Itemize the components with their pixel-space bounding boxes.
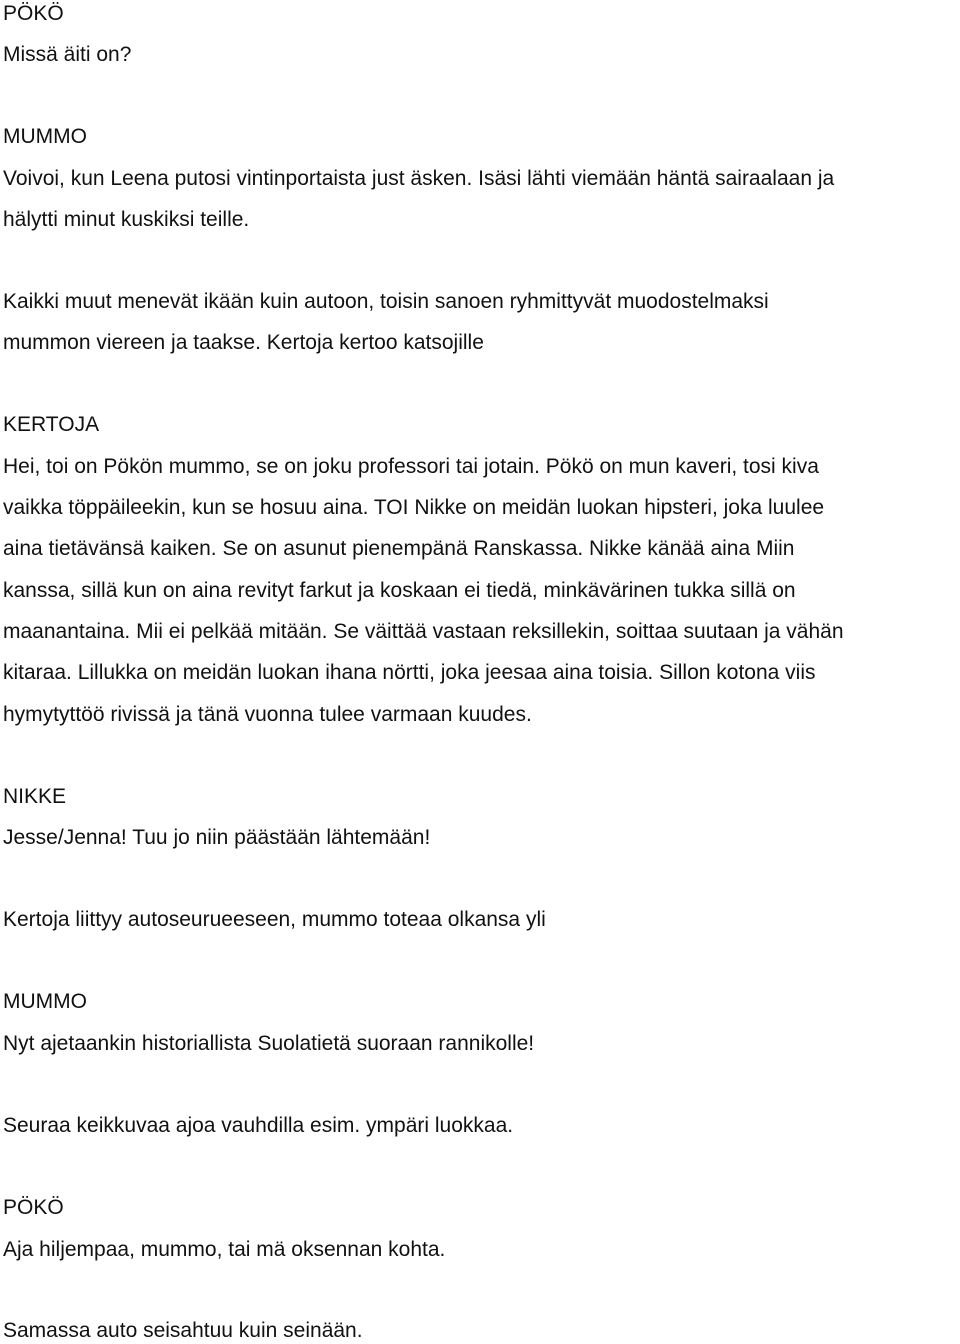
dialogue-line: kanssa, sillä kun on aina revityt farkut ja koskaan ei tiedä, minkävärinen tukka sillä on: [3, 579, 796, 602]
speaker-name: MUMMO: [3, 125, 87, 148]
dialogue-line: vaikka töppäileekin, kun se hosuu aina. TOI Nikke on meidän luokan hipsteri, joka luulee: [3, 496, 825, 519]
dialogue-line: Aja hiljempaa, mummo, tai mä oksennan kohta.: [3, 1238, 446, 1261]
speaker-name: NIKKE: [3, 785, 67, 808]
dialogue-line: aina tietävänsä kaiken. Se on asunut pienempänä Ranskassa. Nikke känää aina Miin: [3, 537, 795, 560]
dialogue-line: hymytyttöö rivissä ja tänä vuonna tulee varmaan kuudes.: [3, 703, 532, 726]
dialogue-line: hälytti minut kuskiksi teille.: [3, 208, 250, 231]
stage-direction: mummon viereen ja taakse. Kertoja kertoo katsojille: [3, 331, 484, 354]
speaker-name: PÖKÖ: [3, 2, 64, 25]
stage-direction: Kaikki muut menevät ikään kuin autoon, toisin sanoen ryhmittyvät muodostelmaksi: [3, 290, 769, 313]
stage-direction: Seuraa keikkuvaa ajoa vauhdilla esim. ympäri luokkaa.: [3, 1114, 514, 1137]
dialogue-line: kitaraa. Lillukka on meidän luokan ihana nörtti, joka jeesaa aina toisia. Sillon kotona viis: [3, 661, 816, 684]
speaker-name: KERTOJA: [3, 413, 100, 436]
dialogue-line: Voivoi, kun Leena putosi vintinportaista just äsken. Isäsi lähti viemään häntä sairaalaan ja: [3, 167, 835, 190]
speaker-name: PÖKÖ: [3, 1196, 64, 1219]
stage-direction: Samassa auto seisahtuu kuin seinään.: [3, 1319, 363, 1342]
dialogue-line: maanantaina. Mii ei pelkää mitään. Se väittää vastaan reksillekin, soittaa suutaan ja vähän: [3, 620, 844, 643]
dialogue-line: Jesse/Jenna! Tuu jo niin päästään lähtemään!: [3, 826, 431, 849]
dialogue-line: Nyt ajetaankin historiallista Suolatietä suoraan rannikolle!: [3, 1032, 535, 1055]
speaker-name: MUMMO: [3, 990, 87, 1013]
dialogue-line: Hei, toi on Pökön mummo, se on joku professori tai jotain. Pökö on mun kaveri, tosi kiva: [3, 455, 819, 478]
dialogue-line: Missä äiti on?: [3, 43, 132, 66]
stage-direction: Kertoja liittyy autoseurueeseen, mummo toteaa olkansa yli: [3, 908, 546, 931]
